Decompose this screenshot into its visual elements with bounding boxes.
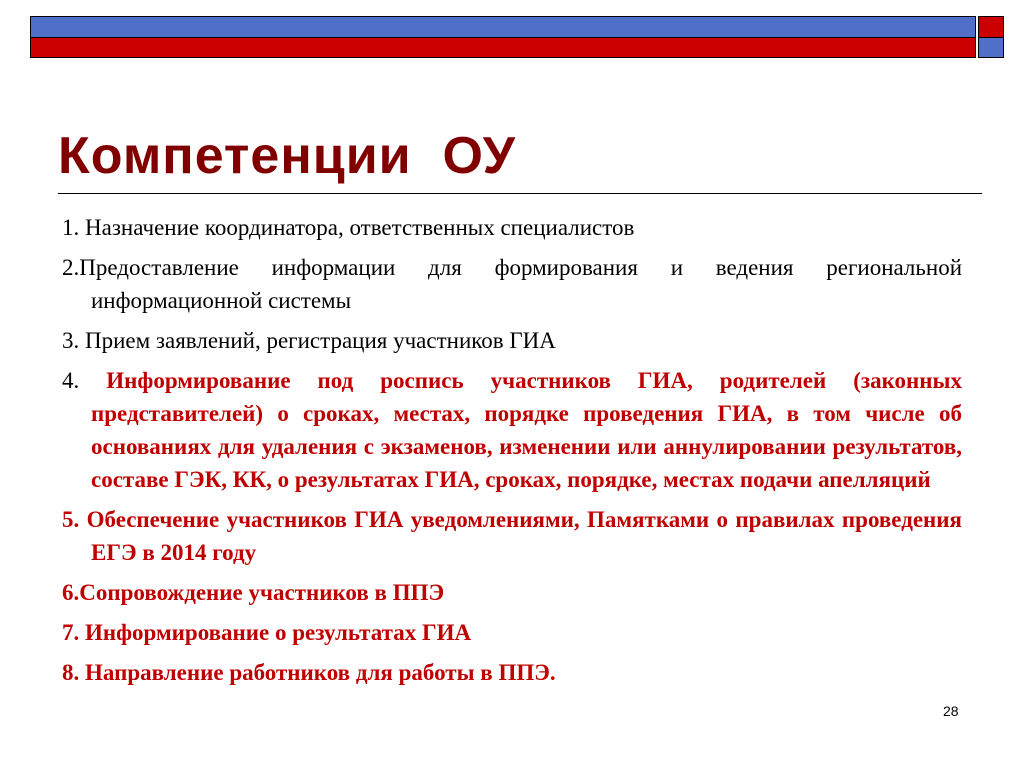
list-item bbox=[62, 656, 962, 689]
item-text: Назначение координатора, ответственных специалистов bbox=[85, 215, 635, 240]
header-blue-bar bbox=[30, 16, 976, 38]
list-item bbox=[62, 324, 962, 357]
list-item bbox=[62, 211, 962, 244]
slide-title: Компетенции ОУ bbox=[58, 127, 517, 185]
item-text: Прием заявлений, регистрация участников ГИА bbox=[85, 328, 556, 353]
header-red-bar bbox=[30, 38, 976, 58]
list-item bbox=[62, 616, 962, 649]
page-number: 28 bbox=[943, 703, 959, 719]
list-item bbox=[62, 364, 962, 496]
header-red-square bbox=[978, 16, 1004, 38]
list-item bbox=[62, 576, 962, 609]
item-text: Сопровождение участников в ППЭ bbox=[79, 580, 445, 605]
item-number: 7. bbox=[62, 620, 85, 645]
item-text: Направление работников для работы в ППЭ. bbox=[85, 660, 556, 685]
item-text: Предоставление информации для формирования и ведения региональной информационной системы bbox=[79, 255, 962, 313]
item-text: Информирование о результатах ГИА bbox=[85, 620, 472, 645]
item-number: 5. bbox=[62, 507, 87, 532]
item-text: Обеспечение участников ГИА уведомлениями, Памятками о правилах проведения ЕГЭ в 2014 году bbox=[86, 507, 963, 565]
item-number: 3. bbox=[62, 328, 85, 353]
header-decoration bbox=[30, 16, 1004, 58]
item-number: 8. bbox=[62, 660, 85, 685]
item-text: Информирование под роспись участников ГИА, родителей (законных представителей) о сроках, местах, порядке проведения ГИА, в том числе об основаниях для удаления с экзаменов, изменении или аннулировании результатов, составе ГЭК, КК, о результатах ГИА, сроках, порядке, местах подачи апелляций bbox=[91, 368, 963, 492]
item-number: 6. bbox=[62, 580, 80, 605]
competence-list bbox=[62, 211, 962, 696]
header-blue-square bbox=[978, 38, 1004, 58]
list-item bbox=[62, 251, 962, 317]
item-number: 1. bbox=[62, 215, 85, 240]
title-divider bbox=[58, 193, 982, 194]
list-item bbox=[62, 503, 962, 569]
item-number: 2. bbox=[62, 255, 80, 280]
item-number: 4. bbox=[62, 368, 107, 393]
